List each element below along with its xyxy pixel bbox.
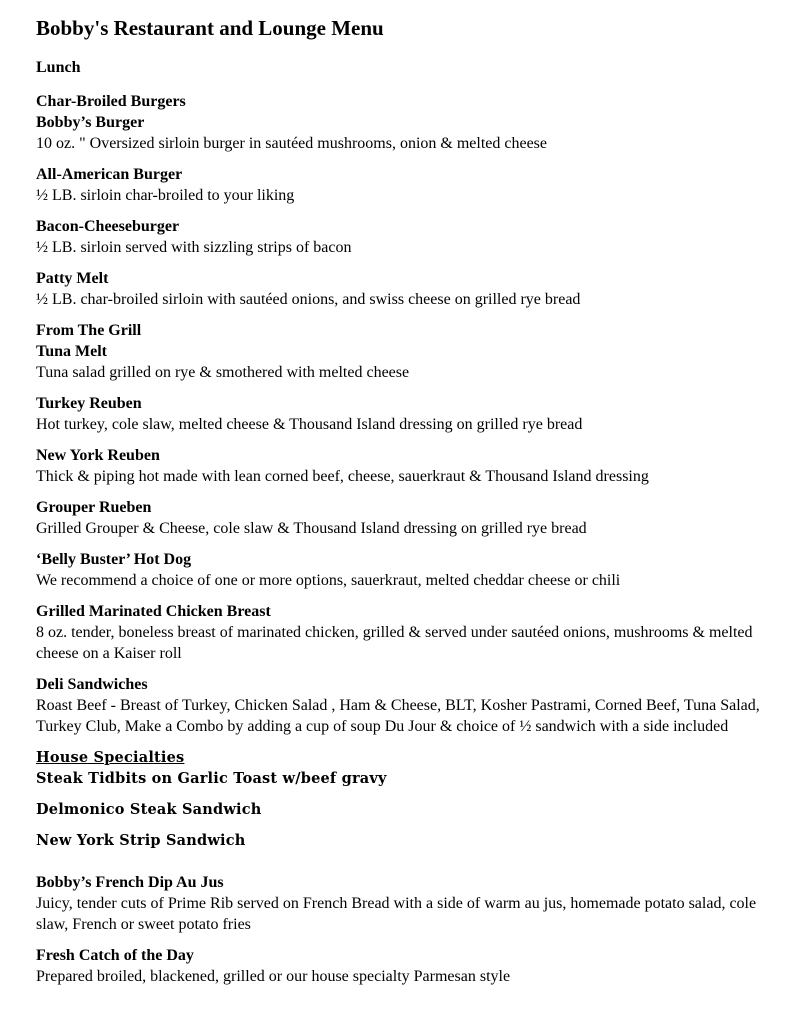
menu-item-description: Grilled Grouper & Cheese, cole slaw & Thousand Island dressing on grilled rye bread [36, 520, 587, 537]
menu-item-description: Hot turkey, cole slaw, melted cheese & Thousand Island dressing on grilled rye bread [36, 416, 583, 433]
menu-block-bobbys-burger [36, 91, 788, 154]
menu-category-house-specialties: House Specialties [36, 749, 185, 766]
menu-block-tuna-melt [36, 320, 788, 383]
menu-item-description: ½ LB. char-broiled sirloin with sautéed onions, and swiss cheese on grilled rye bread [36, 291, 581, 308]
menu-block-turkey-reuben [36, 393, 788, 435]
menu-item-description: Juicy, tender cuts of Prime Rib served on French Bread with a side of warm au jus, homemade potato salad, cole slaw, French or sweet potato fries [36, 895, 757, 933]
menu-block-house-specialties [36, 747, 788, 789]
menu-item-name-delmonico-steak-sandwich: Delmonico Steak Sandwich [36, 801, 262, 818]
menu-item-description: Tuna salad grilled on rye & smothered with melted cheese [36, 364, 410, 381]
menu-item-name-bobbys-burger: Bobby’s Burger [36, 114, 145, 131]
menu-item-name-patty-melt: Patty Melt [36, 270, 109, 287]
menu-block-bacon-cheeseburger [36, 216, 788, 258]
menu-block-grouper-rueben [36, 497, 788, 539]
menu-category-deli-sandwiches: Deli Sandwiches [36, 676, 148, 693]
meal-section-label: Lunch [36, 59, 81, 76]
menu-block-belly-buster-hot-dog [36, 549, 788, 591]
menu-item-name-all-american-burger: All-American Burger [36, 166, 183, 183]
menu-block-bobbys-french-dip [36, 872, 788, 935]
menu-item-description: 10 oz. " Oversized sirloin burger in sautéed mushrooms, onion & melted cheese [36, 135, 548, 152]
menu-item-name-grouper-rueben: Grouper Rueben [36, 499, 152, 516]
menu-item-name-belly-buster-hot-dog: ‘Belly Buster’ Hot Dog [36, 551, 192, 568]
menu-item-name-new-york-reuben: New York Reuben [36, 447, 160, 464]
menu-item-description: 8 oz. tender, boneless breast of marinated chicken, grilled & served under sautéed onions, mushrooms & melted cheese on a Kaiser roll [36, 624, 753, 662]
menu-block-fresh-catch-of-the-day [36, 945, 788, 987]
menu-block-deli-sandwiches [36, 674, 788, 737]
menu-item-name-new-york-strip-sandwich: New York Strip Sandwich [36, 832, 246, 849]
menu-item-description: ½ LB. sirloin served with sizzling strips of bacon [36, 239, 352, 256]
menu-category-char-broiled-burgers: Char-Broiled Burgers [36, 93, 186, 110]
menu-item-name-bacon-cheeseburger: Bacon-Cheeseburger [36, 218, 180, 235]
menu-item-description: Prepared broiled, blackened, grilled or our house specialty Parmesan style [36, 968, 511, 985]
menu-item-name-turkey-reuben: Turkey Reuben [36, 395, 142, 412]
menu-item-name-bobbys-french-dip: Bobby’s French Dip Au Jus [36, 874, 224, 891]
page-title: Bobby's Restaurant and Lounge Menu [36, 16, 384, 40]
menu-block-all-american-burger [36, 164, 788, 206]
menu-block-new-york-reuben [36, 445, 788, 487]
menu-block-new-york-strip-sandwich [36, 830, 788, 851]
menu-item-description: We recommend a choice of one or more options, sauerkraut, melted cheddar cheese or chili [36, 572, 621, 589]
menu-item-description: Thick & piping hot made with lean corned beef, cheese, sauerkraut & Thousand Island dressing [36, 468, 649, 485]
menu-category-from-the-grill: From The Grill [36, 322, 142, 339]
menu-item-description: ½ LB. sirloin char-broiled to your liking [36, 187, 295, 204]
menu-item-description: Roast Beef - Breast of Turkey, Chicken Salad , Ham & Cheese, BLT, Kosher Pastrami, Corned Beef, Tuna Salad, Turkey Club, Make a Combo by adding a cup of soup Du Jour & choice of ½ sandwich with a side included [36, 697, 760, 735]
menu-item-name-tuna-melt: Tuna Melt [36, 343, 107, 360]
menu-block-delmonico-steak-sandwich [36, 799, 788, 820]
menu-block-patty-melt [36, 268, 788, 310]
menu-block-grilled-marinated-chicken-breast [36, 601, 788, 664]
menu-item-name-fresh-catch-of-the-day: Fresh Catch of the Day [36, 947, 194, 964]
menu-item-name-steak-tidbits: Steak Tidbits on Garlic Toast w/beef gravy [36, 770, 387, 787]
menu-item-name-grilled-marinated-chicken-breast: Grilled Marinated Chicken Breast [36, 603, 271, 620]
